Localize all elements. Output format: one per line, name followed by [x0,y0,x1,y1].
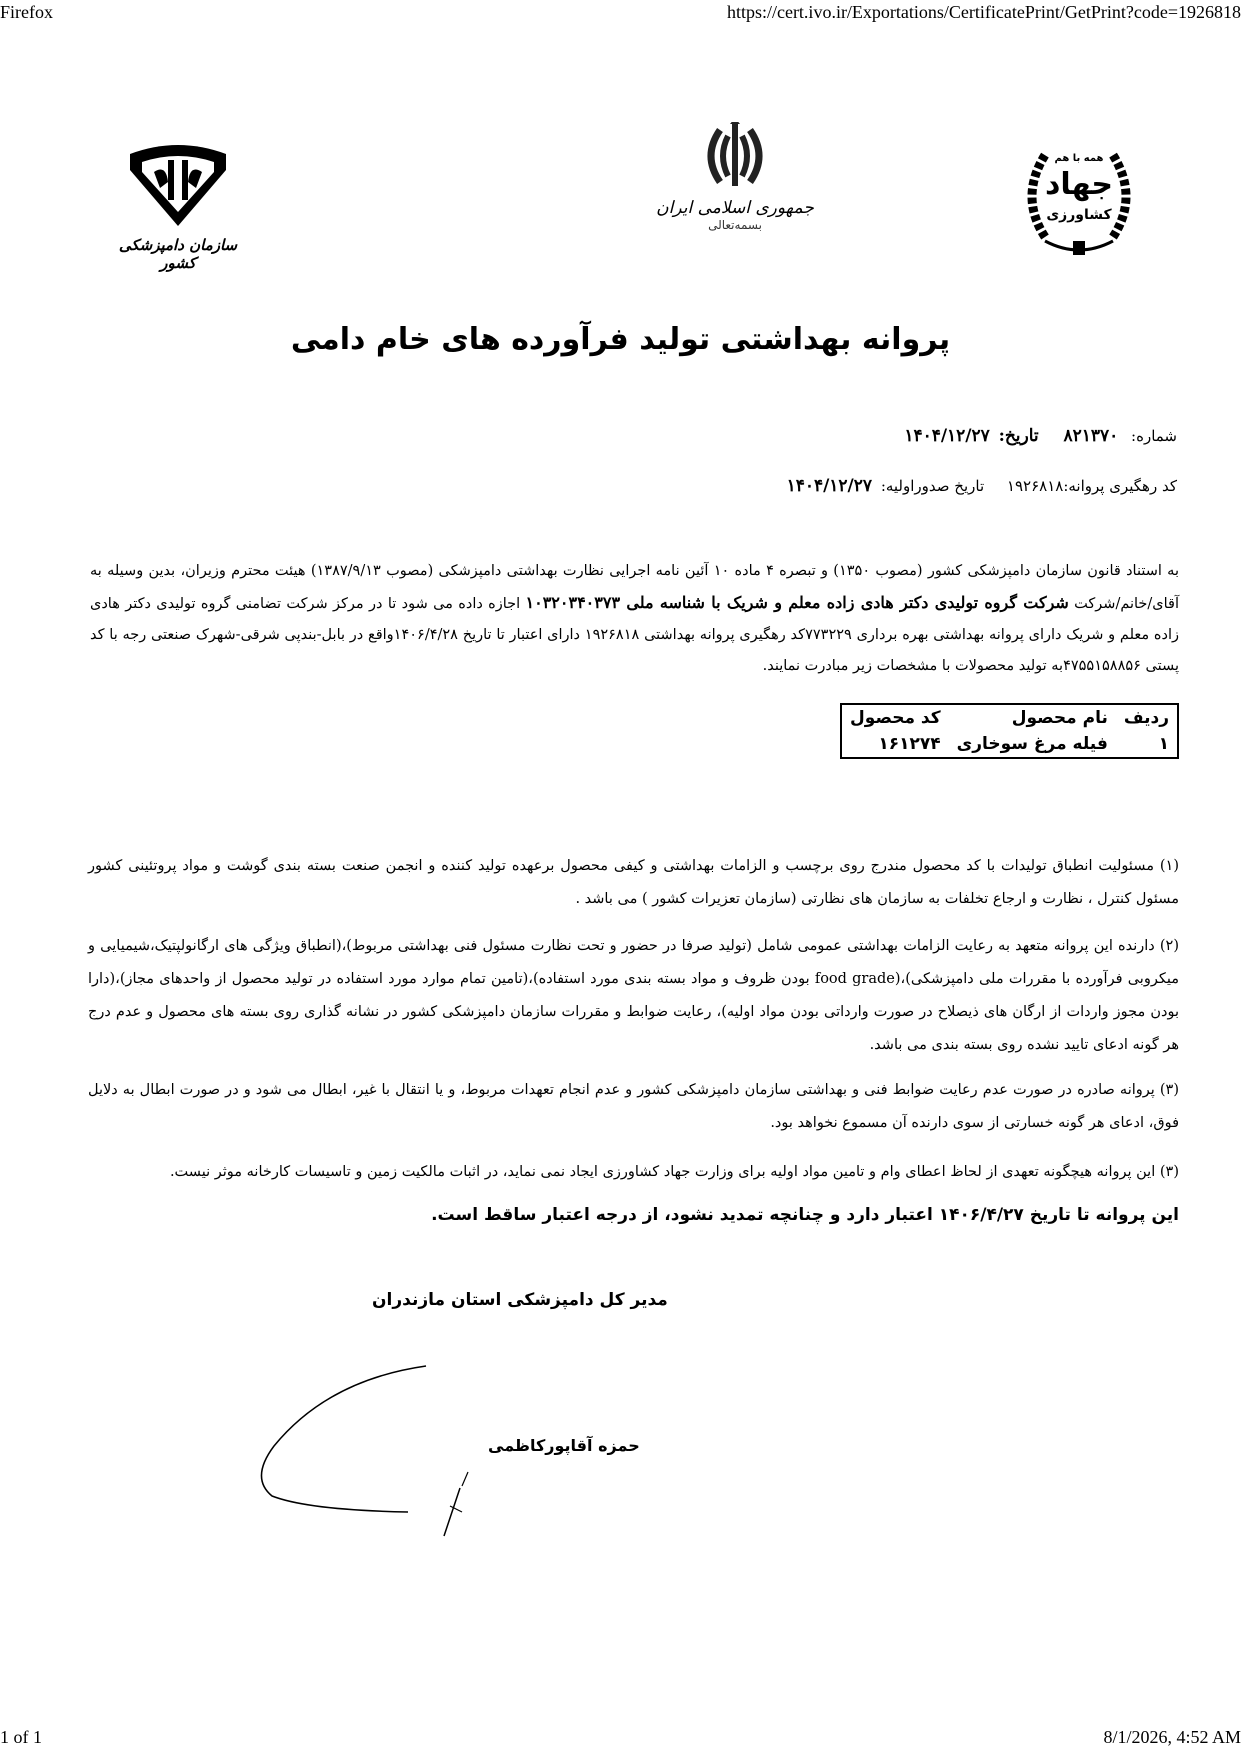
veterinary-logo-text: سازمان دامپزشکی کشور [118,236,238,272]
iran-emblem-icon [680,122,790,194]
header-product-code: کد محصول [850,708,941,728]
iran-emblem-logo [655,122,815,252]
page-indicator: 1 of 1 [0,1727,42,1747]
signer-name: حمزه آقاپورکاظمی [488,1436,640,1455]
product-table-header [841,704,1178,731]
veterinary-organization-logo [108,142,248,272]
page-url: https://cert.ivo.ir/Exportations/CertificatePrint/GetPrint?code=1926818 [726,2,1241,22]
row-number: ۱ [1158,734,1169,754]
table-row [841,731,1178,758]
clause-2: (۲) دارنده این پروانه متعهد به رعایت الزامات بهداشتی عمومی شامل (تولید صرفا در حضور و تحت نظارت مسئول فنی بهداشتی مربوط)،(انطباق ویژگی های ارگانولپتیک،شیمیایی و میکروبی فرآورده با مقررات ملی دامپزشکی)،(food grade بودن ظروف و مواد بسته بندی مورد استفاده)،(تامین تمام موارد مورد استفاده در تولید محصول از واحدهای مجاز)،(دارا بودن مجوز واردات از ارگان های ذیصلاح در صورت وارداتی بودن مواد اولیه)، رعایت ضوابط و مقررات سازمان دامپزشکی کشور در نشانه گذاری روی بسته های محصول و عدم درج هر گونه ادعای تایید نشده روی بسته بندی می باشد. [88,938,1179,1053]
number-date-line [904,426,1177,446]
tracking-label: کد رهگیری پروانه: [1063,477,1177,495]
tracking-line [787,476,1177,496]
date-value: ۱۴۰۴/۱۲/۲۷ [904,426,990,446]
product-name: فیله مرغ سوخاری [956,734,1108,754]
print-datetime: 8/1/2026, 4:52 AM [1103,1727,1241,1747]
first-issue-value: ۱۴۰۴/۱۲/۲۷ [786,476,873,496]
jihad-keshavarzi-logo [1015,133,1143,261]
intro-paragraph [90,556,1179,682]
number-label: شماره: [1131,427,1177,445]
number-value: ۸۲۱۳۷۰ [1063,426,1119,446]
veterinary-shield-icon [108,142,248,232]
header-row-number: ردیف [1123,708,1169,728]
clause-4: (۳) این پروانه هیچگونه تعهدی از لحاظ اعطای وام و تامین مواد اولیه برای وزارت جهاد کشاورزی ایجاد نمی نماید، در اثبات مالکیت زمین و تاسیسات کارخانه موثر نیست. [169,1164,1179,1180]
intro-text-2: اجازه داده می شود تا در مرکز شرکت تضامنی گروه تولیدی دکتر هادی زاده معلم و شریک دارای پروانه بهداشتی بهره برداری ۷۷۳۲۲۹کد رهگیری پروانه بهداشتی ۱۹۲۶۸۱۸ دارای اعتبار تا تاریخ ۱۴۰۶/۴/۲۸واقع در بابل-بندپی شرقی-شهرک صنعتی رجه با کد پستی ۴۷۵۵۱۵۸۸۵۶به تولید محصولات با مشخصات زیر مبادرت نمایند. [90,596,1179,674]
product-code: ۱۶۱۲۷۴ [878,734,941,754]
first-issue-label: تاریخ صدوراولیه: [880,477,985,495]
header-product-name: نام محصول [1011,708,1108,728]
intro-company-bold: شرکت گروه تولیدی دکتر هادی زاده معلم و شریک با شناسه ملی ۱۰۳۲۰۳۴۰۳۷۳ [525,593,1069,612]
document-title: پروانه بهداشتی تولید فرآورده های خام دامی [290,322,951,357]
browser-app-name: Firefox [0,2,53,22]
date-label: تاریخ: [998,426,1039,446]
validity-text-2: اعتبار دارد و چنانچه تمدید نشود، از درجه اعتبار ساقط است. [431,1205,939,1225]
signature-image [248,1360,488,1540]
jihad-logo-top-text: همه با هم [1054,153,1104,164]
jihad-logo-sub-text: کشاورزی [1046,207,1112,223]
jihad-logo-main-text: جهاد [1044,167,1114,202]
iran-emblem-text: جمهوری اسلامی ایران [656,198,814,218]
validity-statement [88,1205,1179,1225]
validity-text-1: این پروانه تا تاریخ [1023,1205,1179,1225]
clause-1: (۱) مسئولیت انطباق تولیدات با کد محصول مندرج روی برچسب و الزامات بهداشتی و کیفی محصول برعهده تولید کننده و انجمن صنعت بسته بندی گوشت و مواد پروتئینی کشور مسئول کنترل ، نظارت و ارجاع تخلفات به سازمان های نظارتی (سازمان تعزیرات کشور ) می باشد . [88,858,1179,907]
tracking-value: ۱۹۲۶۸۱۸ [1006,477,1064,495]
intro-text-1: به استناد قانون سازمان دامپزشکی کشور (مصوب ۱۳۵۰) و تبصره ۴ ماده ۱۰ آئین نامه اجرایی نظارت بهداشتی دامپزشکی (مصوب ۱۳۸۷/۹/۱۳) هیئت محترم وزیران، بدین وسیله به آقای/خانم/شرکت [90,563,1180,612]
product-table [840,703,1179,759]
validity-date: ۱۴۰۶/۴/۲۷ [938,1205,1024,1225]
basmala-text: بسمه‌تعالی [708,218,762,232]
signer-title: مدیر کل دامپزشکی استان مازندران [372,1290,668,1310]
clause-3: (۳) پروانه صادره در صورت عدم رعایت ضوابط فنی و بهداشتی سازمان دامپزشکی کشور و عدم انجام تعهدات مربوط، و یا انتقال با غیر، ابطال می شود و در صورت ابطال به دلایل فوق، ادعای هر گونه خسارتی از سوی دارنده آن مسموع نخواهد بود. [88,1082,1179,1131]
